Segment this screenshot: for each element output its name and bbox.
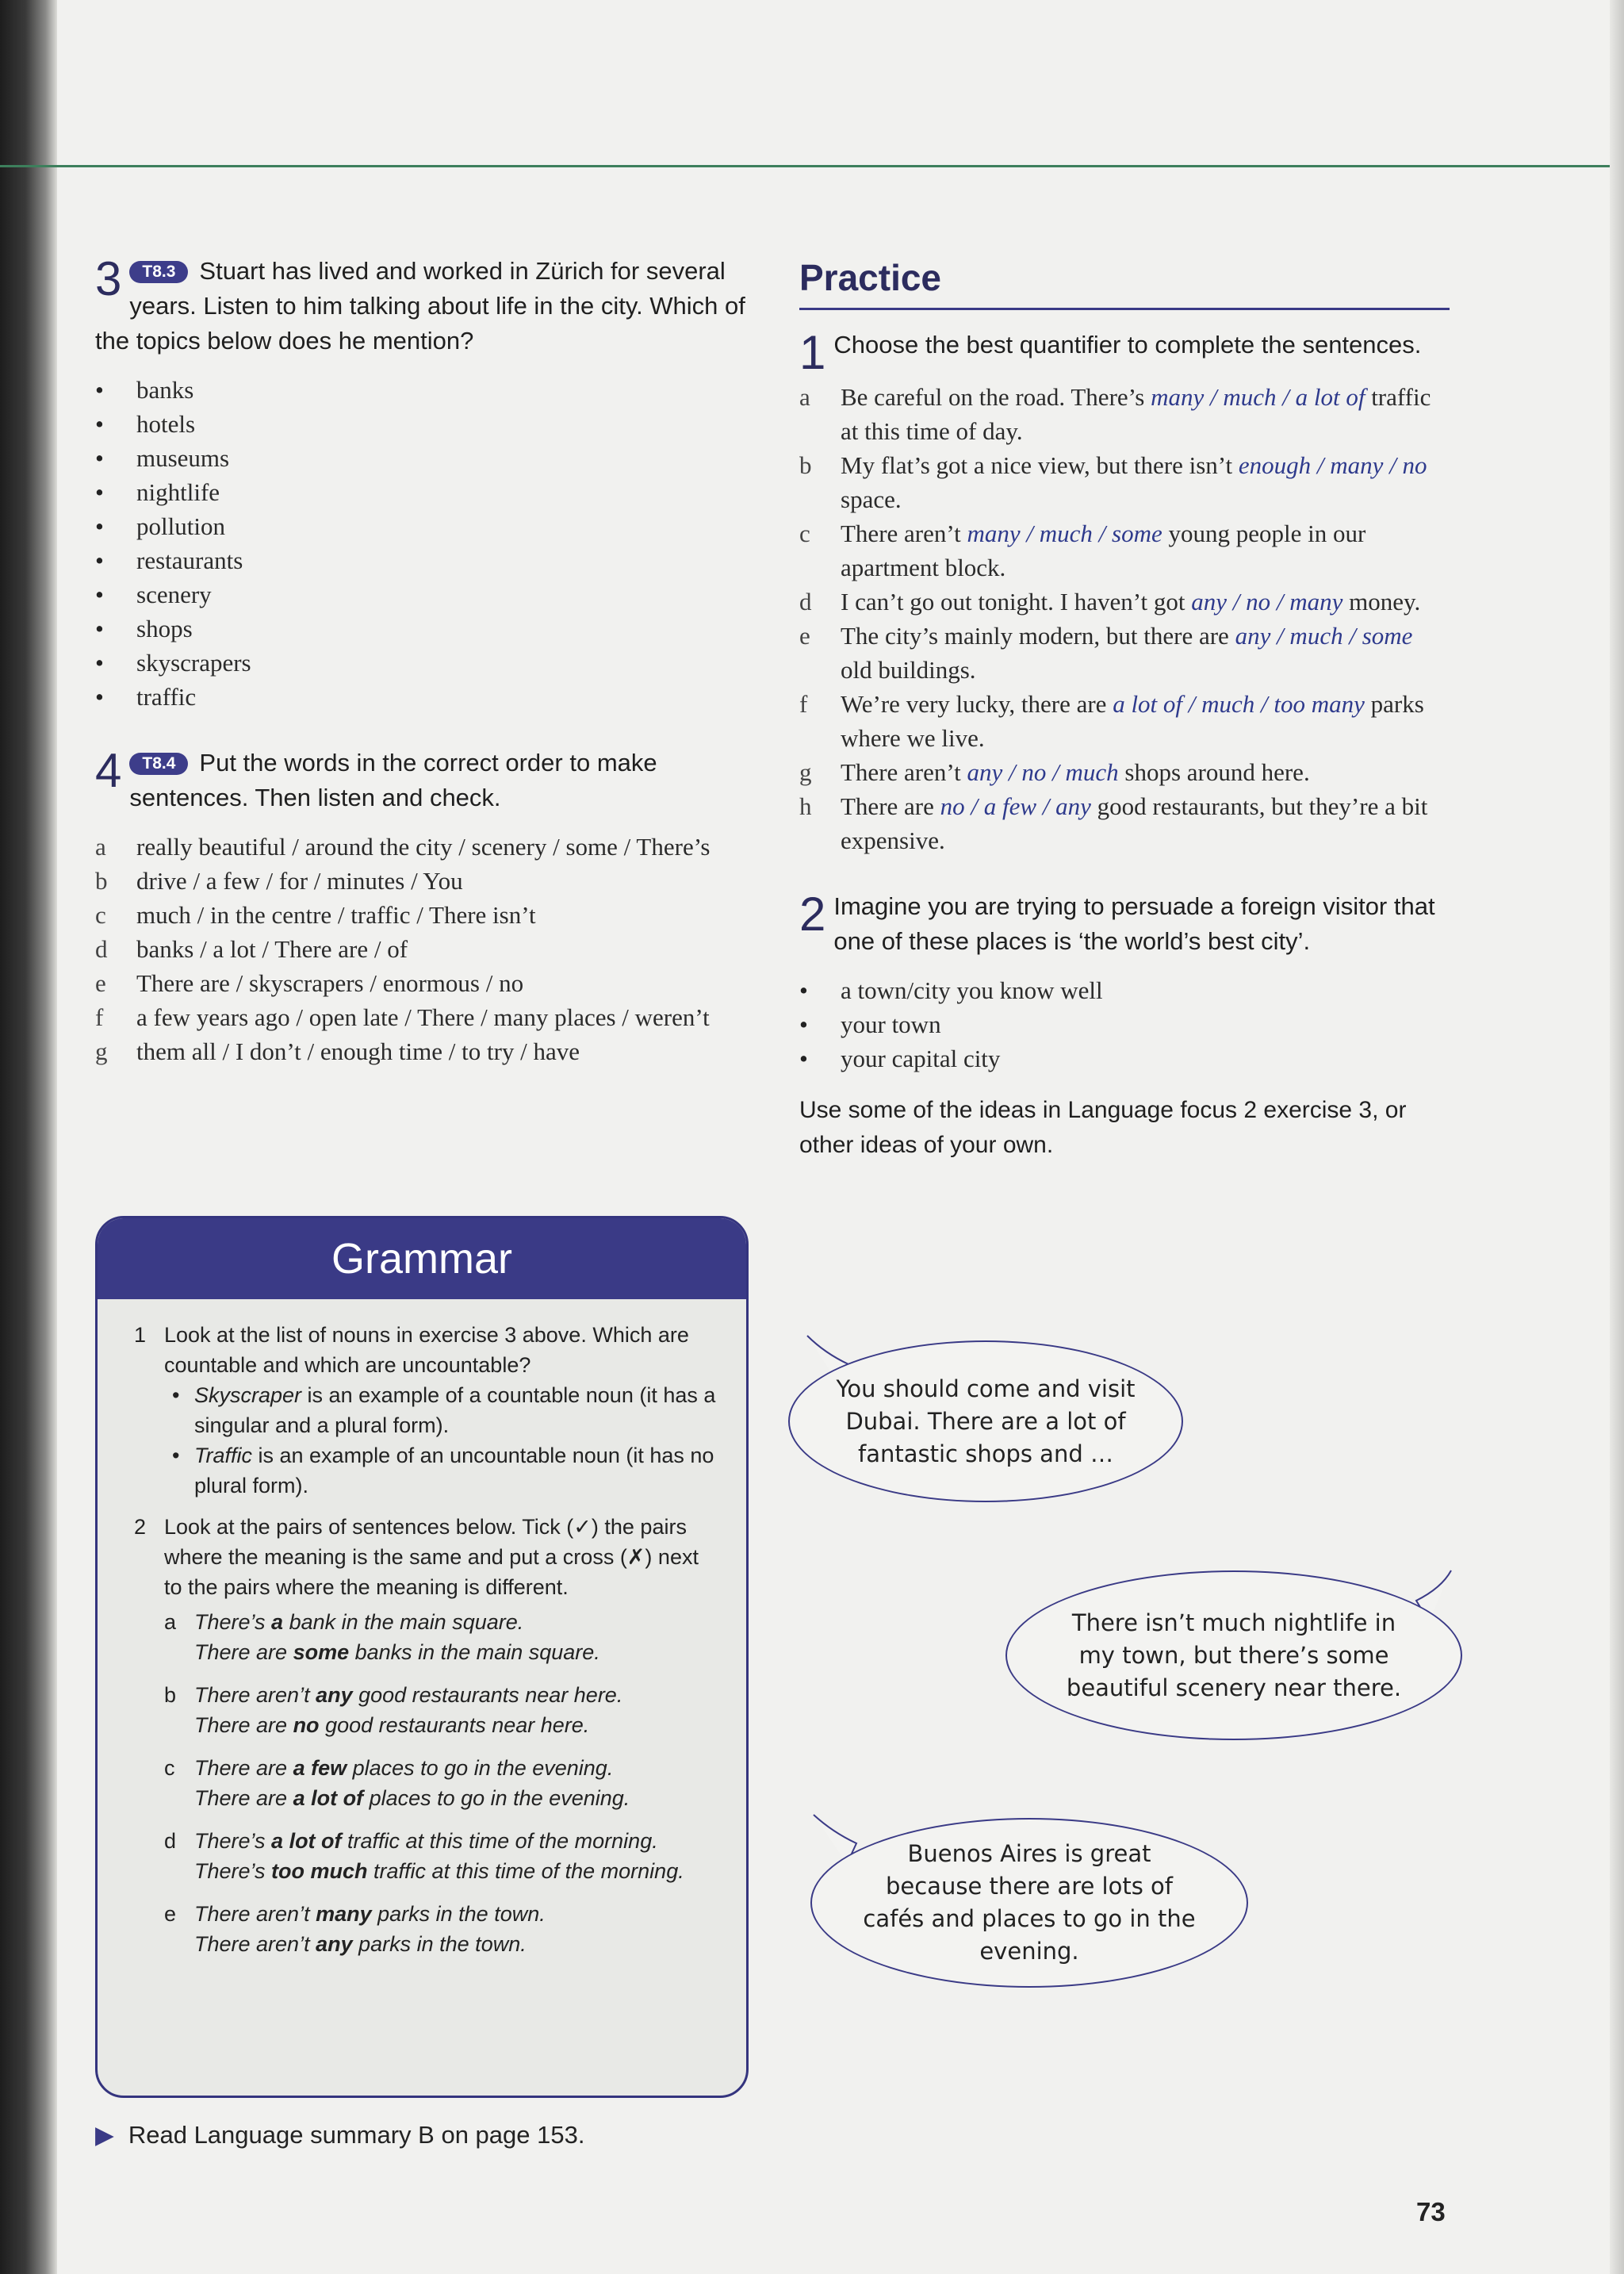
grammar-pair (164, 1899, 718, 1959)
sentence-pre: There’s (194, 1829, 272, 1853)
top-green-rule (0, 165, 1610, 167)
grammar-title: Grammar (98, 1218, 746, 1299)
item-letter: b (95, 867, 108, 895)
right-column (799, 254, 1450, 1163)
item-letter: g (95, 1037, 108, 1065)
sentence-quantifier: too much (271, 1859, 368, 1883)
practice-exercise-1-instruction: Choose the best quantifier to complete the sentences. (833, 331, 1422, 359)
item-text-pre: I can’t go out tonight. I haven’t got (841, 588, 1192, 615)
topic-item: • nightlife (95, 475, 745, 509)
grammar-q1-bullet-2 (164, 1440, 718, 1501)
item-letter: e (95, 969, 106, 997)
item-text-pre: The city’s mainly modern, but there are (841, 622, 1235, 650)
item-text-pre: There aren’t (841, 758, 967, 786)
item-text-post: traffic at this time of day. (841, 383, 1431, 445)
practice-exercise-2-number: 2 (799, 888, 826, 941)
grammar-pair (164, 1607, 718, 1667)
quantifier-options[interactable]: a lot of / much / too many (1113, 690, 1365, 718)
item-text: really beautiful / around the city / scenery / some / There’s (136, 833, 710, 861)
sentence-pre: There’s (194, 1859, 272, 1883)
place-item: • your capital city (799, 1041, 1450, 1076)
exercise-3-number: 3 (95, 252, 122, 305)
pair-sentence-1 (194, 1826, 718, 1856)
exercise-3-instruction-line1: Stuart has lived and worked in Zürich for (199, 257, 640, 285)
item-text-post: money. (1342, 588, 1421, 615)
exercise-3-instruction-rest: several years. Listen to him talking about life in the city. Which of the topics below does he mention? (95, 257, 745, 355)
grammar-box (95, 1216, 749, 2098)
item-text-post: good restaurants, but they’re a bit expensive. (841, 792, 1428, 854)
quantifier-item (799, 585, 1450, 619)
topics-list (95, 373, 745, 714)
sentence-post: good restaurants near here. (352, 1683, 623, 1707)
track-badge-t8-3[interactable]: T8.3 (129, 261, 188, 283)
quantifier-item (799, 789, 1450, 857)
sentence-pre: There aren’t (194, 1902, 316, 1926)
pair-sentence-2 (194, 1637, 718, 1667)
item-text-pre: My flat’s got a nice view, but there isn’t (841, 451, 1239, 479)
quantifier-options[interactable]: any / no / many (1191, 588, 1343, 615)
sentence-pre: There are (194, 1713, 293, 1737)
practice-exercise-2-footer: Use some of the ideas in Language focus 2 exercise 3, or other ideas of your own. (799, 1097, 1407, 1158)
item-letter: c (799, 520, 810, 547)
word-order-item (95, 1000, 745, 1034)
quantifier-options[interactable]: no / a few / any (940, 792, 1091, 820)
item-text-pre: Be careful on the road. There’s (841, 383, 1151, 411)
item-letter: e (799, 622, 810, 650)
sentence-pre: There are (194, 1756, 293, 1780)
sentence-post: places to go in the evening. (347, 1756, 614, 1780)
topic-item: • hotels (95, 407, 745, 441)
read-summary-link[interactable] (95, 2119, 584, 2151)
practice-exercise-2-header (799, 889, 1450, 959)
item-text-post: parks where we live. (841, 690, 1424, 752)
item-text: There are / skyscrapers / enormous / no (136, 969, 524, 997)
quantifier-options[interactable]: any / much / some (1235, 622, 1413, 650)
speech-bubble-3 (810, 1818, 1248, 1988)
item-letter: a (799, 383, 810, 411)
quantifier-item (799, 516, 1450, 585)
page-edge (1610, 0, 1624, 2274)
grammar-q1-bullet-1-rest: is an example of a countable noun (it has a singular and a plural form). (194, 1383, 716, 1437)
word-order-item (95, 932, 745, 966)
sentence-post: good restaurants near here. (319, 1713, 590, 1737)
word-order-item (95, 966, 745, 1000)
sentence-quantifier: a lot of (293, 1786, 364, 1810)
pair-sentence-1 (194, 1899, 718, 1929)
pair-letter: e (164, 1902, 177, 1926)
grammar-body (98, 1299, 746, 1959)
pair-sentence-2 (194, 1929, 718, 1959)
quantifier-options[interactable]: many / much / some (967, 520, 1162, 547)
speech-bubble-3-text: Buenos Aires is great because there are lots of cafés and places to go in the evening. (863, 1840, 1196, 1965)
practice-title: Practice (799, 254, 1450, 310)
sentence-pre: There aren’t (194, 1932, 316, 1956)
topic-item: • restaurants (95, 543, 745, 577)
grammar-pairs (164, 1607, 718, 1959)
grammar-q1-bullet-1-word: Skyscraper (194, 1383, 302, 1407)
item-text-pre: There are (841, 792, 940, 820)
item-letter: a (95, 833, 106, 861)
exercise-4-instruction-rest: make sentences. Then listen and check. (129, 749, 657, 811)
place-item: • a town/city you know well (799, 973, 1450, 1007)
sentence-post: banks in the main square. (349, 1640, 600, 1664)
item-letter: g (799, 758, 812, 786)
grammar-q1-number: 1 (134, 1323, 147, 1347)
item-text-pre: We’re very lucky, there are (841, 690, 1113, 718)
grammar-q2-number: 2 (134, 1515, 147, 1539)
grammar-q2-text: Look at the pairs of sentences below. Tick (✓) the pairs where the meaning is the same and put a cross (✗) next to the pairs where the meaning is different. (164, 1515, 699, 1599)
pair-letter: d (164, 1829, 177, 1853)
sentence-pre: There aren’t (194, 1683, 316, 1707)
grammar-pair (164, 1753, 718, 1813)
sentence-post: traffic at this time of the morning. (341, 1829, 658, 1853)
quantifier-item (799, 448, 1450, 516)
sentence-post: parks in the town. (371, 1902, 546, 1926)
speech-bubble-2-text: There isn’t much nightlife in my town, but there’s some beautiful scenery near there. (1066, 1609, 1402, 1701)
sentence-quantifier: a (271, 1610, 284, 1634)
item-text-pre: There aren’t (841, 520, 967, 547)
grammar-q1-bullet-2-word: Traffic (194, 1444, 252, 1467)
item-letter: h (799, 792, 812, 820)
places-list (799, 973, 1450, 1076)
place-item: • your town (799, 1007, 1450, 1041)
pair-letter: c (164, 1756, 175, 1780)
sentence-quantifier: a lot of (271, 1829, 342, 1853)
speech-bubble-1-text: You should come and visit Dubai. There are a lot of fantastic shops and … (836, 1375, 1136, 1467)
pair-sentence-2 (194, 1710, 718, 1740)
topic-item: • pollution (95, 509, 745, 543)
sentence-post: traffic at this time of the morning. (367, 1859, 684, 1883)
grammar-pair (164, 1826, 718, 1886)
sentence-post: places to go in the evening. (363, 1786, 630, 1810)
quantifier-list (799, 380, 1450, 857)
item-text-post: space. (841, 485, 902, 513)
exercise-4-number: 4 (95, 744, 122, 797)
item-text: drive / a few / for / minutes / You (136, 867, 463, 895)
exercise-3-header (95, 254, 745, 359)
grammar-question-2 (134, 1512, 718, 1959)
sentence-quantifier: many (316, 1902, 372, 1926)
word-order-list (95, 830, 745, 1068)
quantifier-item (799, 619, 1450, 687)
sentence-quantifier: any (316, 1683, 353, 1707)
item-letter: f (799, 690, 808, 718)
item-text: a few years ago / open late / There / many places / weren’t (136, 1003, 710, 1031)
pair-letter: b (164, 1683, 177, 1707)
sentence-quantifier: no (293, 1713, 320, 1737)
grammar-q1-bullet-1 (164, 1380, 718, 1440)
item-text-post: young people in our apartment block. (841, 520, 1366, 581)
speech-bubble-1 (788, 1340, 1183, 1502)
sentence-quantifier: some (293, 1640, 350, 1664)
pair-sentence-1 (194, 1680, 718, 1710)
page-number: 73 (1416, 2197, 1446, 2226)
item-letter: d (799, 588, 812, 615)
topic-item: • traffic (95, 680, 745, 714)
quantifier-item (799, 687, 1450, 755)
sentence-quantifier: a few (293, 1756, 347, 1780)
grammar-q1-text: Look at the list of nouns in exercise 3 above. Which are countable and which are uncountable? (164, 1323, 689, 1377)
word-order-item (95, 830, 745, 864)
quantifier-options[interactable]: many / much / a lot of (1151, 383, 1365, 411)
track-badge-t8-4[interactable]: T8.4 (129, 753, 188, 775)
sentence-post: parks in the town. (352, 1932, 527, 1956)
quantifier-options[interactable]: enough / many / no (1238, 451, 1427, 479)
practice-exercise-1-header (799, 326, 1450, 379)
topic-item: • banks (95, 373, 745, 407)
grammar-question-1 (134, 1320, 718, 1501)
exercise-4-instruction-line1: Put the words in the correct order to (199, 749, 591, 777)
play-arrow-icon: ▶ (95, 2121, 114, 2149)
item-letter: b (799, 451, 812, 479)
sentence-pre: There are (194, 1786, 293, 1810)
grammar-q1-bullet-2-rest: is an example of an uncountable noun (it has no plural form). (194, 1444, 714, 1497)
item-letter: f (95, 1003, 104, 1031)
item-text-post: old buildings. (841, 656, 976, 684)
quantifier-item (799, 755, 1450, 789)
pair-sentence-1 (194, 1753, 718, 1783)
word-order-item (95, 864, 745, 898)
practice-exercise-2-instruction: Imagine you are trying to persuade a foreign visitor that one of these places is ‘the world’s best city’. (833, 892, 1435, 955)
item-text: them all / I don’t / enough time / to try / have (136, 1037, 580, 1065)
exercise-4-header (95, 746, 745, 815)
pair-letter: a (164, 1610, 177, 1634)
item-letter: d (95, 935, 108, 963)
topic-item: • shops (95, 612, 745, 646)
topic-item: • museums (95, 441, 745, 475)
item-text-post: shops around here. (1118, 758, 1310, 786)
left-column (95, 254, 745, 1068)
sentence-pre: There’s (194, 1610, 272, 1634)
sentence-quantifier: any (316, 1932, 353, 1956)
quantifier-options[interactable]: any / no / much (967, 758, 1119, 786)
speech-bubble-2 (1005, 1570, 1462, 1740)
pair-sentence-1 (194, 1607, 718, 1637)
sentence-pre: There are (194, 1640, 293, 1664)
sentence-post: bank in the main square. (283, 1610, 524, 1634)
read-summary-text: Read Language summary B on page 153. (128, 2121, 585, 2149)
item-letter: c (95, 901, 106, 929)
pair-sentence-2 (194, 1783, 718, 1813)
topic-item: • skyscrapers (95, 646, 745, 680)
item-text: much / in the centre / traffic / There isn’t (136, 901, 536, 929)
book-spine-shadow (0, 0, 57, 2274)
word-order-item (95, 1034, 745, 1068)
pair-sentence-2 (194, 1856, 718, 1886)
word-order-item (95, 898, 745, 932)
topic-item: • scenery (95, 577, 745, 612)
item-text: banks / a lot / There are / of (136, 935, 408, 963)
quantifier-item (799, 380, 1450, 448)
practice-exercise-1-number: 1 (799, 326, 826, 379)
grammar-pair (164, 1680, 718, 1740)
